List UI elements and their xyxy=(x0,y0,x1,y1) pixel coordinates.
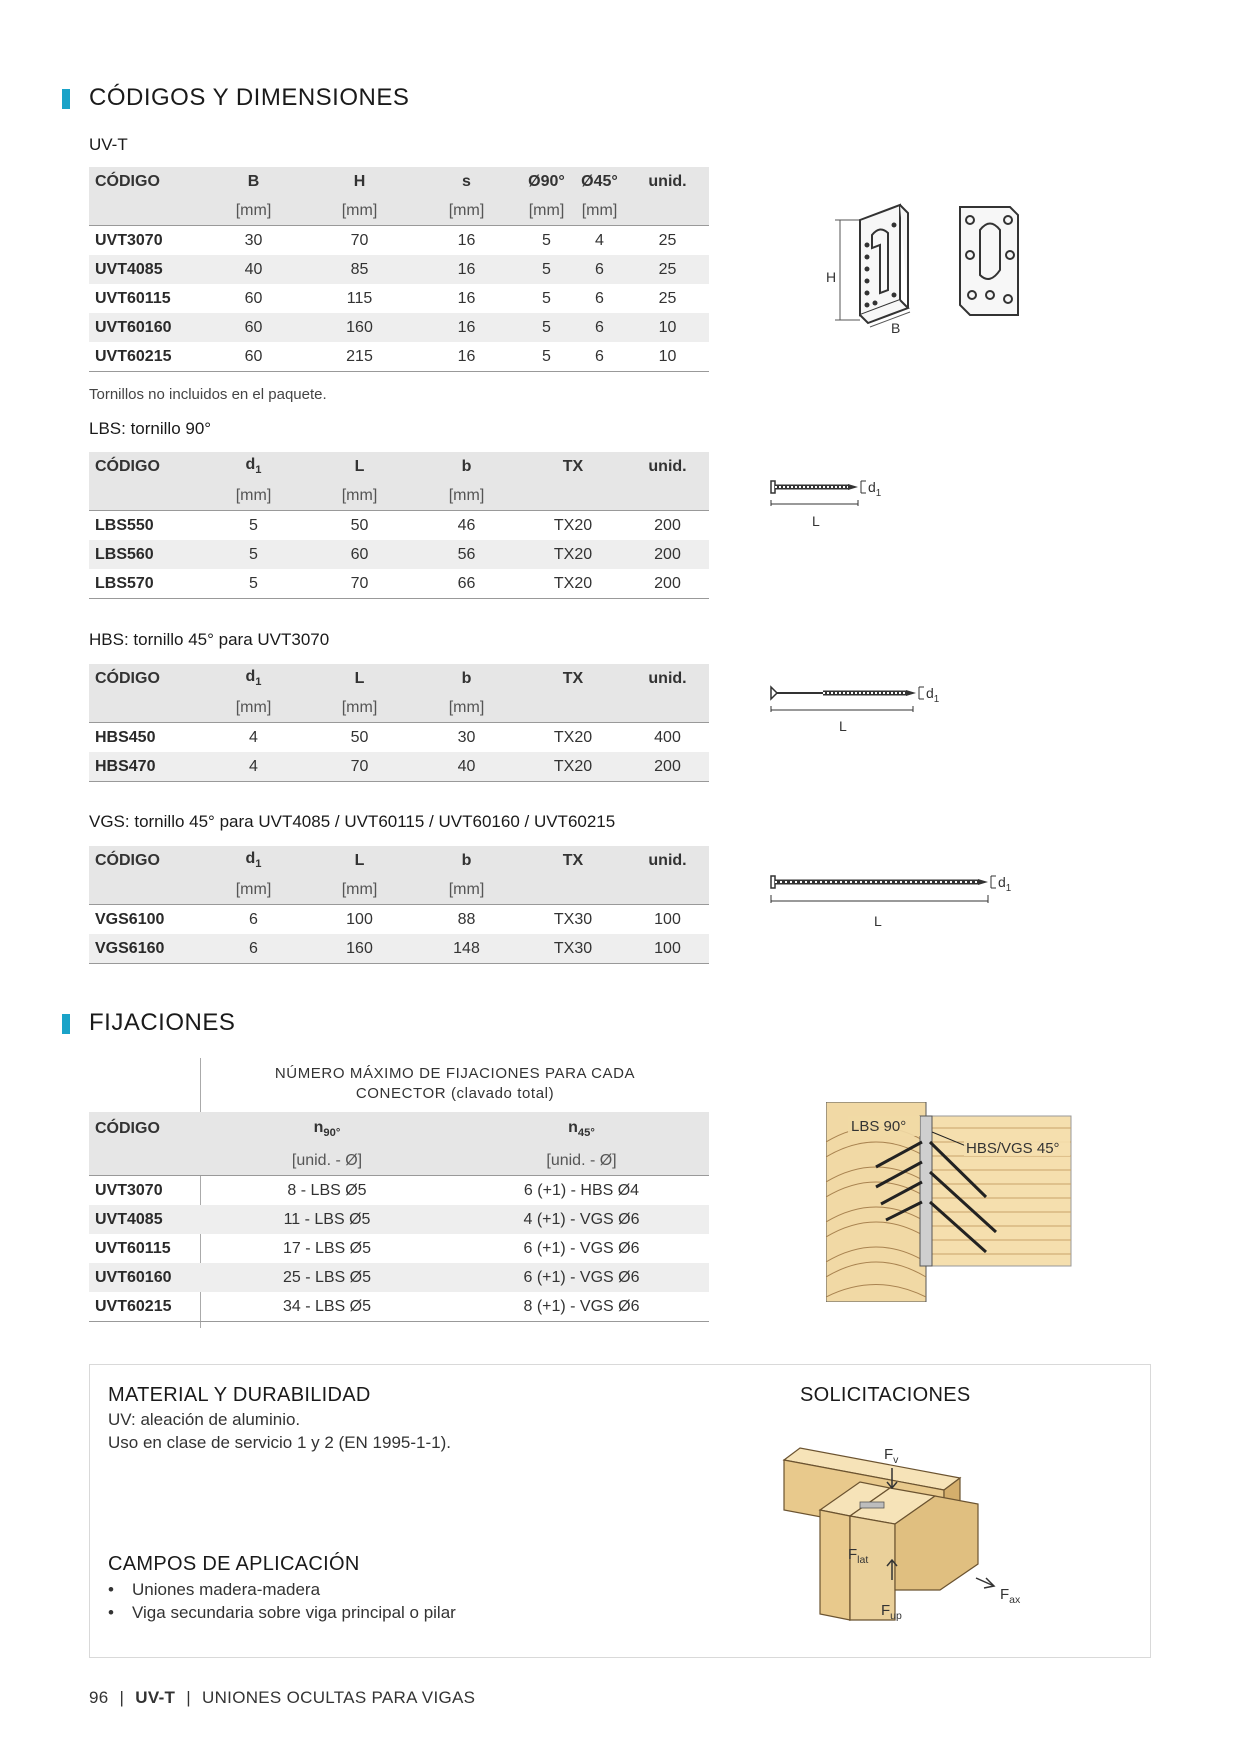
hbs-subtitle-text: tornillo 45° para UVT3070 xyxy=(128,630,330,649)
flat-f: F xyxy=(848,1546,858,1563)
row-code: UVT4085 xyxy=(89,255,201,284)
unit-cell: [mm] xyxy=(306,693,413,723)
cell: 115 xyxy=(346,289,373,307)
campos-item-1: Uniones madera-madera xyxy=(132,1580,321,1599)
campos-item-2: Viga secundaria sobre viga principal o pilar xyxy=(132,1603,456,1622)
cell: 70 xyxy=(306,752,413,782)
cell: 6 (+1) - HBS Ø4 xyxy=(523,1181,640,1199)
section-title-codes: CÓDIGOS Y DIMENSIONES xyxy=(89,84,410,111)
table-row xyxy=(89,313,709,342)
table-header-row xyxy=(89,664,709,693)
cell: 5 xyxy=(201,540,306,569)
header-codigo: CÓDIGO xyxy=(89,167,201,196)
table-row xyxy=(89,569,709,599)
unit-cell: [mm] xyxy=(413,196,520,226)
unit-cell: [mm] xyxy=(201,693,306,723)
cell: 70 xyxy=(306,569,413,599)
cell: 85 xyxy=(306,255,413,284)
row-code: HBS450 xyxy=(95,728,156,746)
header-d1-text: d xyxy=(245,850,256,868)
page-footer xyxy=(89,1688,475,1708)
header-d45: Ø45° xyxy=(573,167,626,196)
unit-cell xyxy=(626,875,709,905)
hbs-screw-table xyxy=(89,664,709,782)
cell: 5 xyxy=(542,231,551,249)
cell: 5 xyxy=(249,516,258,534)
header-tx: TX xyxy=(520,452,626,481)
section-accent-bar xyxy=(62,1014,70,1034)
header-d1-text: d xyxy=(245,456,256,474)
table-row xyxy=(89,1234,709,1263)
header-d1 xyxy=(201,846,306,875)
unit-cell: [mm] xyxy=(306,875,413,905)
list-item xyxy=(108,1578,456,1601)
unit-cell xyxy=(89,693,201,723)
header-n90-n: n xyxy=(313,1118,324,1136)
cell: 215 xyxy=(306,342,413,372)
row-code: UVT60160 xyxy=(89,1263,200,1292)
fix-label-hbs-vgs: HBS/VGS 45° xyxy=(966,1140,1060,1157)
header-n45-n: n xyxy=(568,1118,578,1136)
header-codigo: CÓDIGO xyxy=(89,1112,200,1146)
unit-cell: [mm] xyxy=(413,481,520,511)
section-title-fijaciones: FIJACIONES xyxy=(89,1009,236,1036)
header-d1 xyxy=(201,452,306,481)
unit-cell: [mm] xyxy=(306,481,413,511)
cell: 100 xyxy=(346,910,373,928)
vgs-d-label: d xyxy=(998,874,1006,890)
hbs-dim-d1-label xyxy=(926,685,939,705)
table-units-row xyxy=(89,481,709,511)
unit-cell: [mm] xyxy=(201,481,306,511)
table-row xyxy=(89,511,709,541)
bullet: • xyxy=(108,1580,114,1599)
uvt-note: Tornillos no incluidos en el paquete. xyxy=(89,386,327,403)
unit-cell xyxy=(520,693,626,723)
table-units-row xyxy=(89,196,709,226)
cell: TX20 xyxy=(553,516,593,534)
cell: 88 xyxy=(457,910,476,928)
row-code: UVT60215 xyxy=(89,342,201,372)
cell: 70 xyxy=(350,231,369,249)
fup-sub: up xyxy=(890,1610,902,1622)
lbs-screw-drawing xyxy=(768,478,908,518)
cell: 40 xyxy=(201,255,306,284)
header-b: B xyxy=(201,167,306,196)
header-unid: unid. xyxy=(626,664,709,693)
hbs-screw-drawing xyxy=(768,684,928,724)
vgs-screw-table xyxy=(89,846,709,964)
cell: 200 xyxy=(626,752,709,782)
cell: 4 xyxy=(201,752,306,782)
cell: 160 xyxy=(306,934,413,964)
cell: 6 (+1) - VGS Ø6 xyxy=(523,1239,640,1257)
cell: 5 xyxy=(542,289,551,307)
unit-cell: [unid. - Ø] xyxy=(454,1146,709,1176)
force-fax-label xyxy=(1000,1586,1020,1606)
cell: 200 xyxy=(626,569,709,599)
hbs-subtitle xyxy=(89,630,329,650)
cell: 25 - LBS Ø5 xyxy=(200,1263,454,1292)
lbs-subtitle-text: tornillo 90° xyxy=(125,419,212,438)
header-d1 xyxy=(201,664,306,693)
header-codigo: CÓDIGO xyxy=(89,846,201,875)
header-d90: Ø90° xyxy=(520,167,573,196)
table-row xyxy=(89,1292,709,1322)
force-fup-label xyxy=(881,1602,902,1622)
cell: 56 xyxy=(413,540,520,569)
cell: 46 xyxy=(457,516,476,534)
table-header-row xyxy=(89,846,709,875)
cell: 34 - LBS Ø5 xyxy=(200,1292,454,1322)
row-code: UVT3070 xyxy=(95,1181,163,1199)
uvt-dim-h-label: H xyxy=(826,269,837,285)
cell: 10 xyxy=(626,342,709,372)
table-row xyxy=(89,934,709,964)
uvt-connector-drawing xyxy=(820,195,1030,335)
material-uv-text: aleación de aluminio. xyxy=(135,1410,301,1429)
cell: 16 xyxy=(457,289,476,307)
cell: 6 xyxy=(201,934,306,964)
bullet: • xyxy=(108,1603,114,1622)
table-row xyxy=(89,540,709,569)
row-code: UVT60115 xyxy=(95,289,171,307)
table-units-row xyxy=(89,1146,709,1176)
cell: 400 xyxy=(654,728,681,746)
unit-cell: [mm] xyxy=(573,196,626,226)
unit-cell xyxy=(626,481,709,511)
cell: 60 xyxy=(201,342,306,372)
cell: 25 xyxy=(658,289,677,307)
cell: 5 xyxy=(520,313,573,342)
cell: 50 xyxy=(350,516,369,534)
row-code: VGS6160 xyxy=(89,934,201,964)
unit-cell: [mm] xyxy=(413,693,520,723)
fv-sub: v xyxy=(893,1454,899,1466)
lbs-dim-d1-label xyxy=(868,479,881,499)
cell: 200 xyxy=(626,540,709,569)
cell: 50 xyxy=(350,728,369,746)
cell: 16 xyxy=(413,342,520,372)
header-n45-sub: 45° xyxy=(577,1127,595,1140)
row-code: LBS560 xyxy=(89,540,201,569)
header-unid: unid. xyxy=(626,167,709,196)
force-flat-label xyxy=(848,1546,868,1566)
material-title: MATERIAL Y DURABILIDAD xyxy=(108,1384,371,1406)
header-h: H xyxy=(306,167,413,196)
fix-label-lbs: LBS 90° xyxy=(851,1118,907,1135)
row-code: HBS470 xyxy=(89,752,201,782)
cell: 6 xyxy=(573,313,626,342)
table-row xyxy=(89,255,709,284)
header-codigo: CÓDIGO xyxy=(89,664,201,693)
cell: 66 xyxy=(413,569,520,599)
cell: 5 xyxy=(520,255,573,284)
header-l: L xyxy=(306,452,413,481)
table-header-row xyxy=(89,452,709,481)
header-s: s xyxy=(413,167,520,196)
vgs-subtitle-text: tornillo 45° para UVT4085 / UVT60115 / UVT60160 / UVT60215 xyxy=(129,812,616,831)
cell: 30 xyxy=(244,231,263,249)
cell: 10 xyxy=(626,313,709,342)
lbs-d-sub: 1 xyxy=(875,487,882,499)
cell: 60 xyxy=(201,313,306,342)
table-row xyxy=(89,226,709,256)
cell: 6 xyxy=(249,910,258,928)
header-unid: unid. xyxy=(626,452,709,481)
table-row xyxy=(89,752,709,782)
campos-list xyxy=(108,1578,456,1624)
uvt-dim-b-label: B xyxy=(891,320,901,336)
material-line-1 xyxy=(108,1408,300,1431)
table-row xyxy=(89,1176,709,1206)
fax-f: F xyxy=(1000,1586,1010,1603)
cell: 60 xyxy=(306,540,413,569)
table-header-row xyxy=(89,1112,709,1146)
unit-cell xyxy=(89,196,201,226)
cell: 100 xyxy=(626,934,709,964)
cell: 6 (+1) - VGS Ø6 xyxy=(454,1263,709,1292)
table-units-row xyxy=(89,875,709,905)
cell: 8 (+1) - VGS Ø6 xyxy=(454,1292,709,1322)
header-b: b xyxy=(413,846,520,875)
unit-cell xyxy=(520,481,626,511)
cell: TX20 xyxy=(520,752,626,782)
cell: 25 xyxy=(658,231,677,249)
cell: 6 xyxy=(573,342,626,372)
cell: 4 (+1) - VGS Ø6 xyxy=(454,1205,709,1234)
cell: 200 xyxy=(654,516,681,534)
cell: 4 xyxy=(595,231,604,249)
row-code: UVT60215 xyxy=(89,1292,200,1322)
header-b: b xyxy=(413,452,520,481)
row-code: UVT4085 xyxy=(89,1205,200,1234)
footer-separator: | xyxy=(119,1688,125,1707)
cell: 6 xyxy=(573,255,626,284)
row-code: UVT3070 xyxy=(95,231,163,249)
header-l: L xyxy=(306,664,413,693)
header-d1-sub: 1 xyxy=(255,464,262,477)
cell: 5 xyxy=(520,342,573,372)
table-row xyxy=(89,1205,709,1234)
unit-cell: [mm] xyxy=(413,875,520,905)
footer-product: UV-T xyxy=(135,1688,176,1707)
hbs-d-sub: 1 xyxy=(933,693,940,705)
unit-cell xyxy=(89,481,201,511)
footer-chapter: UNIONES OCULTAS PARA VIGAS xyxy=(202,1688,476,1707)
hbs-d-label: d xyxy=(926,685,934,701)
header-l: L xyxy=(306,846,413,875)
cell: 16 xyxy=(457,231,476,249)
cell: 8 - LBS Ø5 xyxy=(287,1181,367,1199)
cell: 40 xyxy=(413,752,520,782)
vgs-screw-drawing xyxy=(768,873,1008,913)
table-row xyxy=(89,905,709,935)
uvt-subtitle: UV-T xyxy=(89,135,128,154)
fv-f: F xyxy=(884,1446,894,1463)
unit-cell xyxy=(626,693,709,723)
cell: 148 xyxy=(413,934,520,964)
list-item xyxy=(108,1601,456,1624)
lbs-screw-table xyxy=(89,452,709,599)
header-tx: TX xyxy=(520,664,626,693)
cell: 4 xyxy=(249,728,258,746)
cell: TX20 xyxy=(520,540,626,569)
header-n90-sub: 90° xyxy=(323,1127,341,1140)
cell: 11 - LBS Ø5 xyxy=(200,1205,454,1234)
header-d1-sub: 1 xyxy=(255,858,262,871)
unit-cell xyxy=(626,196,709,226)
header-n45 xyxy=(454,1112,709,1146)
cell: TX30 xyxy=(553,910,593,928)
lbs-dim-l-label: L xyxy=(812,513,820,529)
fijaciones-table xyxy=(89,1112,709,1322)
table-row xyxy=(89,1263,709,1292)
flat-sub: lat xyxy=(857,1554,869,1566)
row-code: LBS570 xyxy=(89,569,201,599)
cell: 60 xyxy=(244,289,263,307)
force-fv-label xyxy=(884,1446,898,1466)
cell: 16 xyxy=(413,313,520,342)
vgs-dim-d1-label xyxy=(998,874,1011,894)
uvt-dimensions-table xyxy=(89,167,709,372)
lbs-d-label: d xyxy=(868,479,876,495)
footer-page-number: 96 xyxy=(89,1688,109,1707)
header-tx: TX xyxy=(520,846,626,875)
header-unid: unid. xyxy=(626,846,709,875)
table-row xyxy=(89,723,709,753)
section-accent-bar xyxy=(62,89,70,109)
unit-cell: [unid. - Ø] xyxy=(200,1146,454,1176)
table-units-row xyxy=(89,693,709,723)
vgs-subtitle-code: VGS: xyxy=(89,812,130,831)
cell: 17 - LBS Ø5 xyxy=(282,1239,372,1257)
table-row xyxy=(89,284,709,313)
material-uv-label: UV: xyxy=(108,1410,136,1429)
cell: 16 xyxy=(413,255,520,284)
vgs-d-sub: 1 xyxy=(1005,882,1012,894)
fax-sub: ax xyxy=(1009,1594,1021,1606)
vgs-subtitle xyxy=(89,812,615,832)
table-header-row xyxy=(89,167,709,196)
vgs-dim-l-label: L xyxy=(874,913,882,929)
footer-separator: | xyxy=(186,1688,191,1707)
header-n90 xyxy=(200,1112,454,1146)
row-code: LBS550 xyxy=(95,516,154,534)
table-row xyxy=(89,342,709,372)
fup-f: F xyxy=(881,1602,891,1619)
unit-cell: [mm] xyxy=(306,196,413,226)
cell: 25 xyxy=(626,255,709,284)
header-d1-text: d xyxy=(245,668,256,686)
cell: TX20 xyxy=(553,728,593,746)
header-b: b xyxy=(413,664,520,693)
lbs-subtitle-code: LBS: xyxy=(89,419,126,438)
hbs-dim-l-label: L xyxy=(839,718,847,734)
header-d1-sub: 1 xyxy=(255,676,262,689)
campos-title: CAMPOS DE APLICACIÓN xyxy=(108,1553,360,1575)
lbs-subtitle xyxy=(89,419,211,439)
unit-cell: [mm] xyxy=(520,196,573,226)
cell: 160 xyxy=(306,313,413,342)
unit-cell xyxy=(89,1146,200,1176)
material-line-2: Uso en clase de servicio 1 y 2 (EN 1995-1-1). xyxy=(108,1433,451,1452)
header-codigo: CÓDIGO xyxy=(89,452,201,481)
fix-group-header: NÚMERO MÁXIMO DE FIJACIONES PARA CADA CONECTOR (clavado total) xyxy=(274,1065,636,1102)
cell: 5 xyxy=(201,569,306,599)
row-code: VGS6100 xyxy=(95,910,165,928)
unit-cell: [mm] xyxy=(201,875,306,905)
cell: TX30 xyxy=(520,934,626,964)
hbs-subtitle-code: HBS: xyxy=(89,630,129,649)
cell: 6 xyxy=(595,289,604,307)
row-code: UVT60160 xyxy=(89,313,201,342)
unit-cell: [mm] xyxy=(201,196,306,226)
unit-cell xyxy=(89,875,201,905)
cell: 30 xyxy=(457,728,476,746)
cell: 100 xyxy=(654,910,681,928)
unit-cell xyxy=(520,875,626,905)
row-code: UVT60115 xyxy=(95,1239,171,1257)
cell: TX20 xyxy=(520,569,626,599)
solicitaciones-title: SOLICITACIONES xyxy=(800,1384,971,1406)
